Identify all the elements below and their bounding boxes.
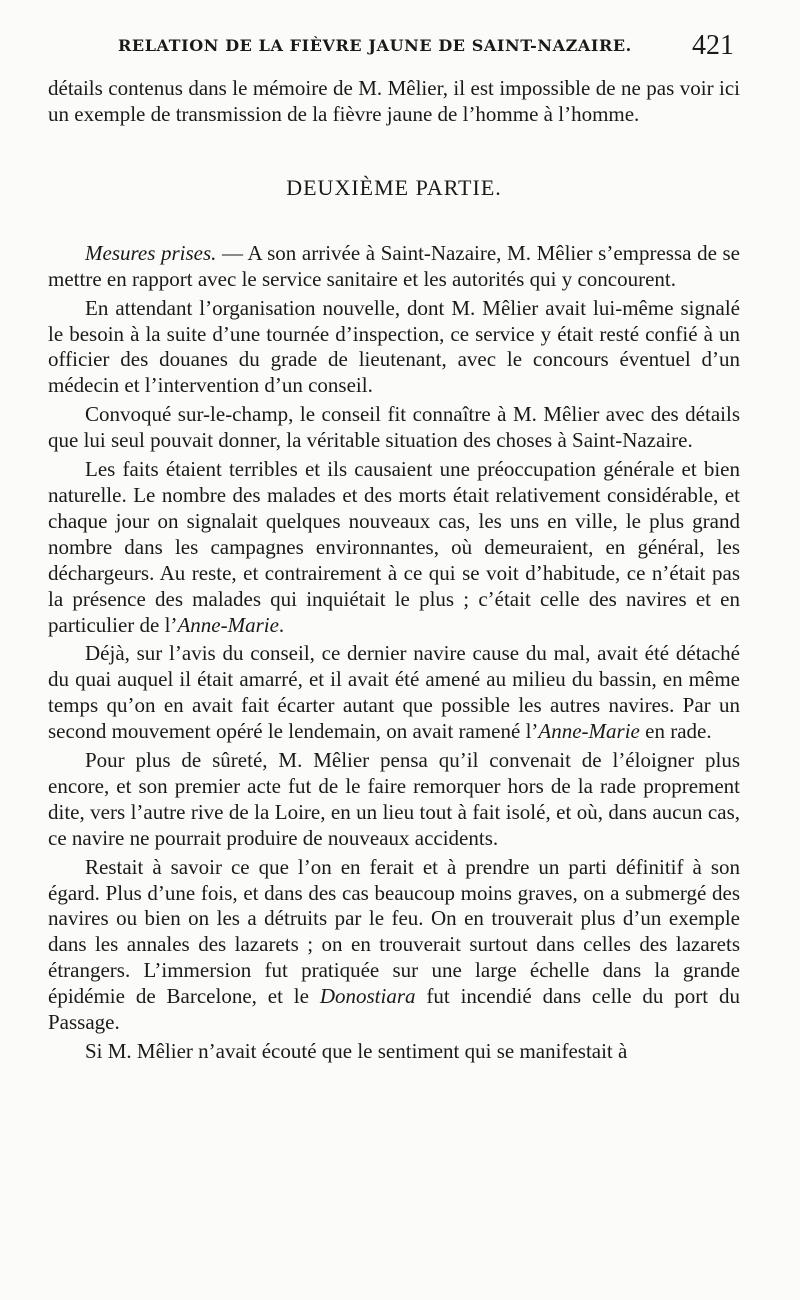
paragraph-mesures-prises [48,241,740,293]
run-in-heading: Mesures prises. [85,240,217,265]
ship-name: Anne-Marie [177,612,279,637]
paragraph: Convoqué sur-le-champ, le conseil fit connaître à M. Mêlier avec des détails que lui seul pouvait donner, la véritable situation des choses à Saint-Nazaire. [48,402,740,453]
running-head: RELATION DE LA FIÈVRE JAUNE DE SAINT-NAZAIRE. [118,36,632,55]
paragraph [48,855,740,1036]
paragraph: En attendant l’organisation nouvelle, dont M. Mêlier avait lui-même signalé le besoin à la suite d’une tournée d’inspection, ce service y était resté confié à un officier des douanes du grade de lieutenant, avec le concours éventuel d’un médecin et l’intervention d’un conseil. [48,295,740,398]
paragraph-text: fut incendié dans celle du port du Passage. [48,984,740,1035]
ship-name: Anne-Marie [538,719,640,744]
paragraph: Si M. Mêlier n’avait écouté que le sentiment qui se manifestait à [85,1039,628,1063]
paragraph-text: . [278,612,285,637]
page-number: 421 [692,30,734,61]
page-header [96,30,736,70]
paragraph-text: Restait à savoir ce que l’on en ferait et à prendre un parti définitif à son égard. Plus d’une fois, et dans des cas beaucoup moins graves, on a submergé des navires ou bien on les a détruits par le feu. On en trouverait plus d’un exemple dans les annales des lazarets ; on en trouverait surtout dans celles des lazarets étrangers. L’immersion fut pratiquée sur une large échelle dans la grande épidémie de Barcelone, et le [48,854,740,1009]
ship-name: Donostiara [319,984,416,1009]
body-text [48,76,740,1065]
paragraph [48,457,740,638]
paragraph-text: Déjà, sur l’avis du conseil, ce dernier navire cause du mal, avait été détaché du quai auquel il était amarré, et il avait été amené au milieu du bassin, en même temps qu’on en avait fait écarter autant que possible les autres navires. Par un second mouvement opéré le lendemain, on avait ramené l’ [48,641,740,744]
paragraph-text: — A son arrivée à Saint-Nazaire, M. Mêlier s’empressa de se mettre en rapport avec le service sanitaire et les autorités qui y concourent. [48,240,741,291]
paragraph-text: en rade. [639,719,712,744]
section-title: DEUXIÈME PARTIE. [286,174,502,200]
paragraph [48,641,740,745]
paragraph: Pour plus de sûreté, M. Mêlier pensa qu’il convenait de l’éloigner plus encore, et son premier acte fut de le faire remorquer hors de la rade proprement dite, vers l’autre rive de la Loire, en un lieu tout à fait isolé, et où, dans aucun cas, ce navire ne pourrait produire de nouveaux accidents. [48,748,740,850]
paragraph-text: Les faits étaient terribles et ils causaient une préoccupation générale et bien naturelle. Le nombre des malades et des morts était relativement considérable, et chaque jour on signalait quelques nouveaux cas, les uns en ville, le plus grand nombre dans les campagnes environnantes, où demeuraient, en général, les déchargeurs. Au reste, et contrairement à ce qui se voit d’habitude, ce n’était pas la présence des malades qui inquiétait le plus ; c’était celle des navires et en particulier de l’ [48,457,740,637]
continued-paragraph: détails contenus dans le mémoire de M. Mêlier, il est impossible de ne pas voir ici un exemple de transmission de la fièvre jaune de l’homme à l’homme. [48,76,740,126]
